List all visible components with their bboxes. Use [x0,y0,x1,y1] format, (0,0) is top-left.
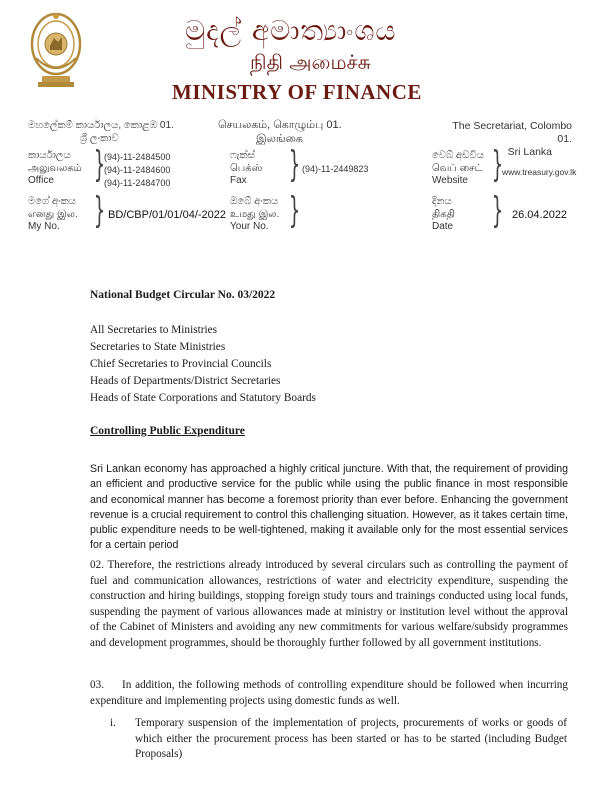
item-i-number: i. [110,717,116,729]
address-english: The Secretariat, Colombo 01. Sri Lanka [452,120,572,159]
fax-number: (94)-11-2449823 [302,164,369,174]
office-label: කාර්යාලය அலுவலகம் Office [28,150,82,186]
your-no-brace: } [288,190,301,231]
circular-title: National Budget Circular No. 03/2022 [90,289,276,301]
your-no-label: ඔබේ අංකය உமது இல. Your No. [230,196,280,232]
address-tamil: செயலகம், கொழும்பு 01. இலங்கை [218,119,342,145]
office-numbers: (94)-11-2484500 (94)-11-2484600 (94)-11-2484700 [104,152,171,189]
date-brace: } [491,190,504,231]
ministry-title-english: MINISTRY OF FINANCE [172,80,422,104]
ministry-title-tamil: நிதி அமைச்சு [250,50,371,74]
recipient-item: Chief Secretaries to Provincial Councils [90,358,272,370]
office-brace: } [93,144,106,185]
date-label: දිනය திகதி Date [432,196,455,232]
website-label: වෙබ් අඩවිය வெப் சைட் Website [432,150,484,186]
website-brace: } [491,144,504,185]
recipient-item: Secretaries to State Ministries [90,341,226,353]
my-no-label: මගේ අංකය எனது இல. My No. [28,196,78,232]
sri-lanka-emblem-icon [28,8,84,90]
website-url: www.treasury.gov.lk [502,167,577,177]
date-value: 26.04.2022 [512,209,568,221]
address-sinhala: මහලේකම් කාර්යාලය, කොළඹ 01. ශ්‍රී ලංකාව [28,120,174,144]
ministry-title-sinhala: මුදල් අමාත්‍යාංශය [185,14,397,47]
recipient-list [90,322,316,407]
recipient-item: Heads of Departments/District Secretaries [90,375,281,387]
my-no-value: BD/CBP/01/01/04/-2022 [108,209,227,221]
subject-heading: Controlling Public Expenditure [90,425,245,437]
fax-brace: } [288,144,301,185]
fax-label: ෆැක්ස් பெக்ஸ் Fax [230,150,263,186]
recipient-item: All Secretaries to Ministries [90,324,218,336]
paragraph-1: Sri Lankan economy has approached a highly critical juncture. With that, the requirement of providing an efficient and productive service for the public while using the public finance in most responsible and economical manner has become a foremost priority than ever before. Enhancing the government revenue is a crucial requirement to control this challenging situation. However, as it takes certain time, public expenditure needs to be well-tightened, making it available only for the most essential services for a certain period [90,463,568,552]
paragraph-3-number: 03. [90,679,104,691]
my-no-brace: } [93,190,106,231]
recipient-item: Heads of State Corporations and Statutory Boards [90,392,316,404]
item-i-text: Temporary suspension of the implementation of projects, procurements of works or goods of which either the procurement process has been started or has to be started (including Budget Proposals) [135,717,567,760]
paragraph-2: 02. Therefore, the restrictions already introduced by several circulars such as controlling the payment of fuel and communication allowances, restrictions of water and electricity expenditure, suspending the construction and hiring buildings, stopping foreign study tours and trainings conducted using local funds, suspending the payment of various allowances made at ministry or institution level without the approval of the Cabinet of Ministers and avoiding any new commitments for various welfare/subsidy programmes and development programmes, should be thoroughly further followed by all government institutions. [90,559,568,649]
paragraph-3: In addition, the following methods of controlling expenditure should be followed when incurring expenditure and implementing projects using domestic funds as well. [90,679,568,707]
